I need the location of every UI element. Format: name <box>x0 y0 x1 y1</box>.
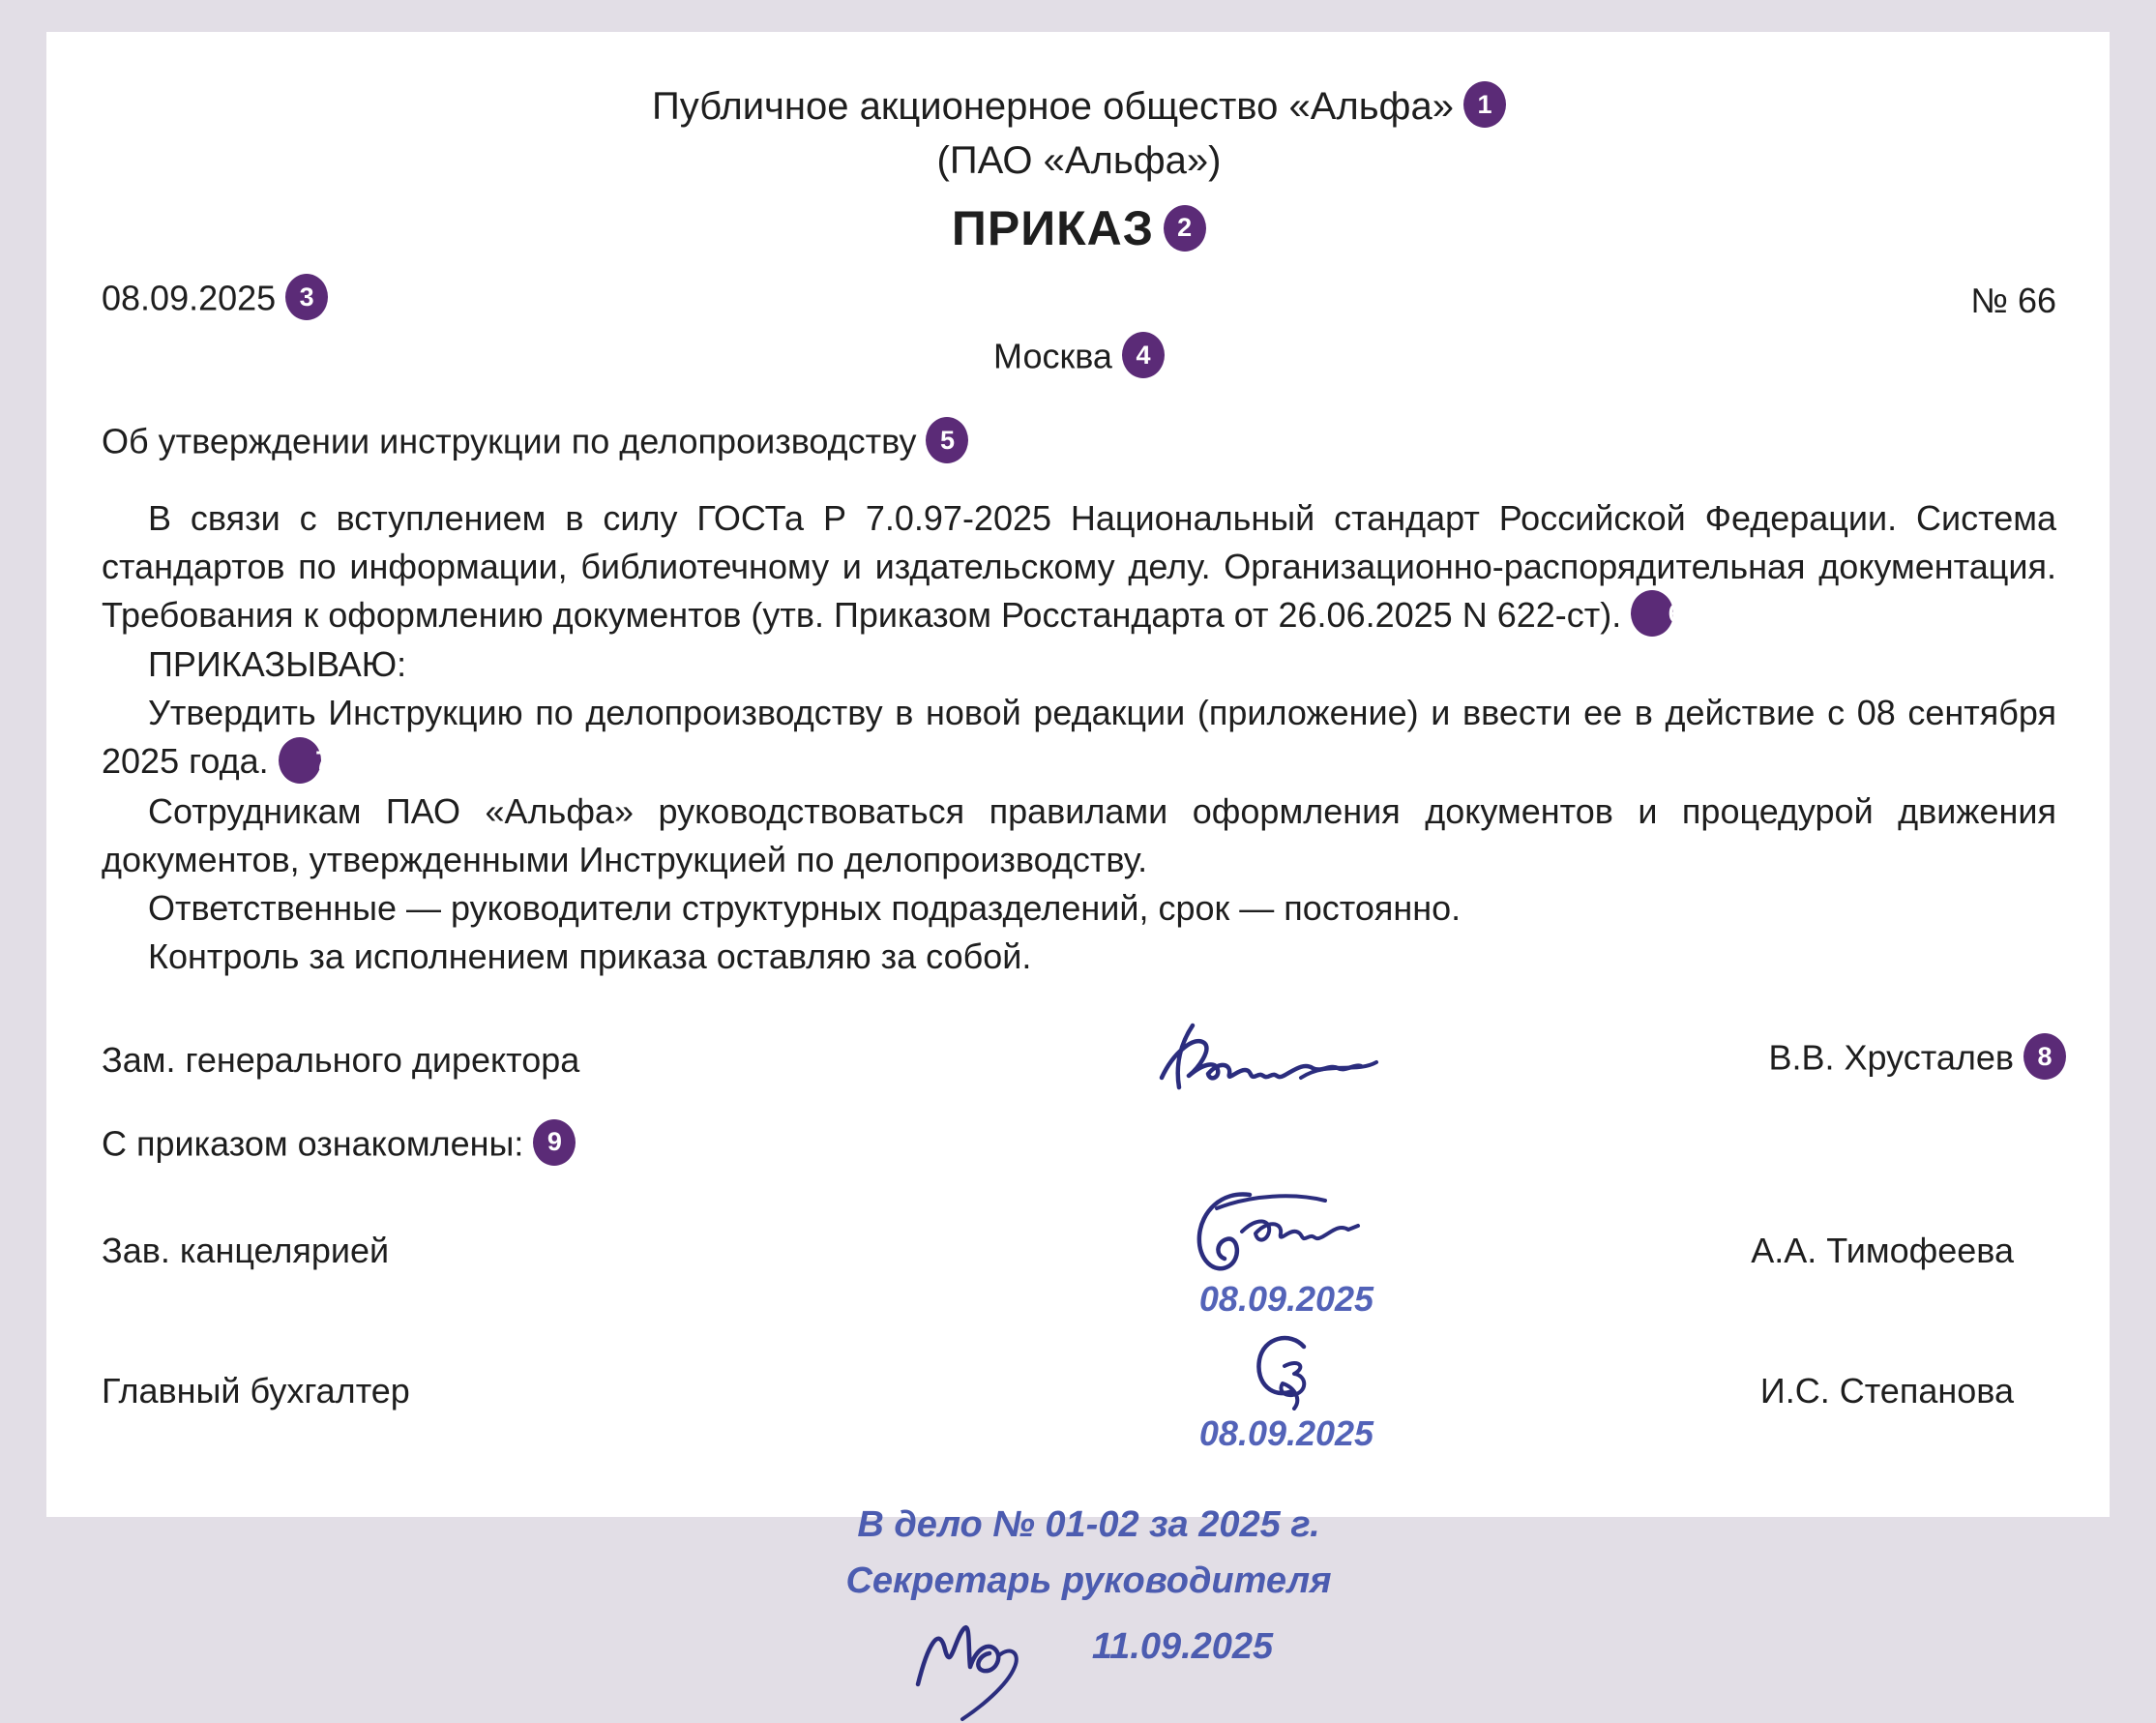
clerk-name: А.А. Тимофеева <box>1751 1231 2014 1271</box>
approver-name-text: В.В. Хрусталев <box>1768 1037 2014 1078</box>
clerk-sign-date: 08.09.2025 <box>1198 1278 1374 1319</box>
approver-name <box>1601 1037 2056 1084</box>
filing-date: 11.09.2025 <box>1091 1626 1274 1668</box>
timofeeva-signature-icon <box>1190 1183 1383 1276</box>
callout-badge-5: 5 <box>926 417 968 463</box>
callout-badge-1: 1 <box>1463 81 1506 128</box>
callout-badge-8: 8 <box>2023 1033 2066 1080</box>
order-keyword: ПРИКАЗЫВАЮ: <box>148 644 407 685</box>
preamble-text: В связи с вступлением в силу ГОСТа Р 7.0.97-2025 Национальный стандарт Российской Федерации. Система стандартов по информации, библиотечному и издательскому делу. Организационно-распорядительная документация. Требования к оформлению документов (утв. Приказом Росстандарта от 26.06.2025 N 622-ст). <box>102 498 2056 635</box>
callout-badge-9: 9 <box>533 1119 576 1166</box>
callout-badge-7: 7 <box>279 737 321 784</box>
callout-badge-2: 2 <box>1164 205 1206 252</box>
document-type-title <box>102 200 2056 256</box>
org-name-short: (ПАО «Альфа») <box>936 139 1222 182</box>
callout-badge-4: 4 <box>1122 332 1165 378</box>
acknowledged-label-line <box>102 1123 2056 1170</box>
filing-signature-row <box>111 1607 2066 1723</box>
clerk-job-title: Зав. канцелярией <box>102 1231 390 1271</box>
preamble-paragraph <box>102 494 2056 640</box>
order-item-3: Ответственные — руководители структурных подразделений, срок — постоянно. <box>148 887 1462 928</box>
document-subject <box>102 421 2056 467</box>
approver-signature <box>972 1018 1601 1104</box>
document-subject-text: Об утверждении инструкции по делопроизводству <box>102 421 917 461</box>
accountant-job-title: Главный бухгалтер <box>102 1371 410 1411</box>
secretary-signature-icon <box>904 1607 1078 1723</box>
order-document <box>46 32 2110 1668</box>
document-number: № 66 <box>1970 281 2056 320</box>
clerk-signature-row <box>102 1183 2056 1320</box>
accountant-sign-date: 08.09.2025 <box>1198 1412 1374 1453</box>
callout-badge-3: 3 <box>285 274 328 320</box>
clerk-signature-block <box>972 1183 1601 1320</box>
document-date-value: 08.09.2025 <box>102 278 277 318</box>
place-of-issue <box>102 336 2056 382</box>
order-item-4: Контроль за исполнением приказа оставляю за собой. <box>148 936 1032 976</box>
approver-signature-row <box>102 1018 2056 1104</box>
filing-case-line: В дело № 01-02 за 2025 г. <box>857 1503 1320 1545</box>
date-number-row <box>102 278 2056 324</box>
document-date <box>102 278 328 324</box>
filing-note <box>111 1497 2066 1723</box>
city-name: Москва <box>993 336 1112 376</box>
order-item-2: Сотрудникам ПАО «Альфа» руководствоваться правилами оформления документов и процедурой движения документов, утвержденными Инструкцией по делопроизводству. <box>102 790 2056 879</box>
org-name-line <box>102 80 2056 133</box>
khrustalev-signature-icon <box>1156 1018 1417 1095</box>
acknowledged-label: С приказом ознакомлены: <box>102 1123 524 1164</box>
org-name-full: Публичное акционерное общество «Альфа» <box>652 85 1454 128</box>
approver-job-title: Зам. генерального директора <box>102 1040 580 1081</box>
accountant-name: И.С. Степанова <box>1759 1371 2014 1411</box>
order-item-1-text: Утвердить Инструкцию по делопроизводству в новой редакции (приложение) и ввести ее в действие с 08 сентября 2025 года. <box>102 693 2056 782</box>
order-item-1 <box>102 689 2056 787</box>
stepanova-signature-icon <box>1246 1329 1327 1411</box>
accountant-signature-block <box>972 1329 1601 1454</box>
accountant-signature-row <box>102 1329 2056 1454</box>
document-body <box>102 494 2056 981</box>
filing-secretary-line: Секретарь руководителя <box>845 1560 1332 1601</box>
callout-badge-6: 6 <box>1631 590 1673 637</box>
document-type-label: ПРИКАЗ <box>951 201 1155 255</box>
